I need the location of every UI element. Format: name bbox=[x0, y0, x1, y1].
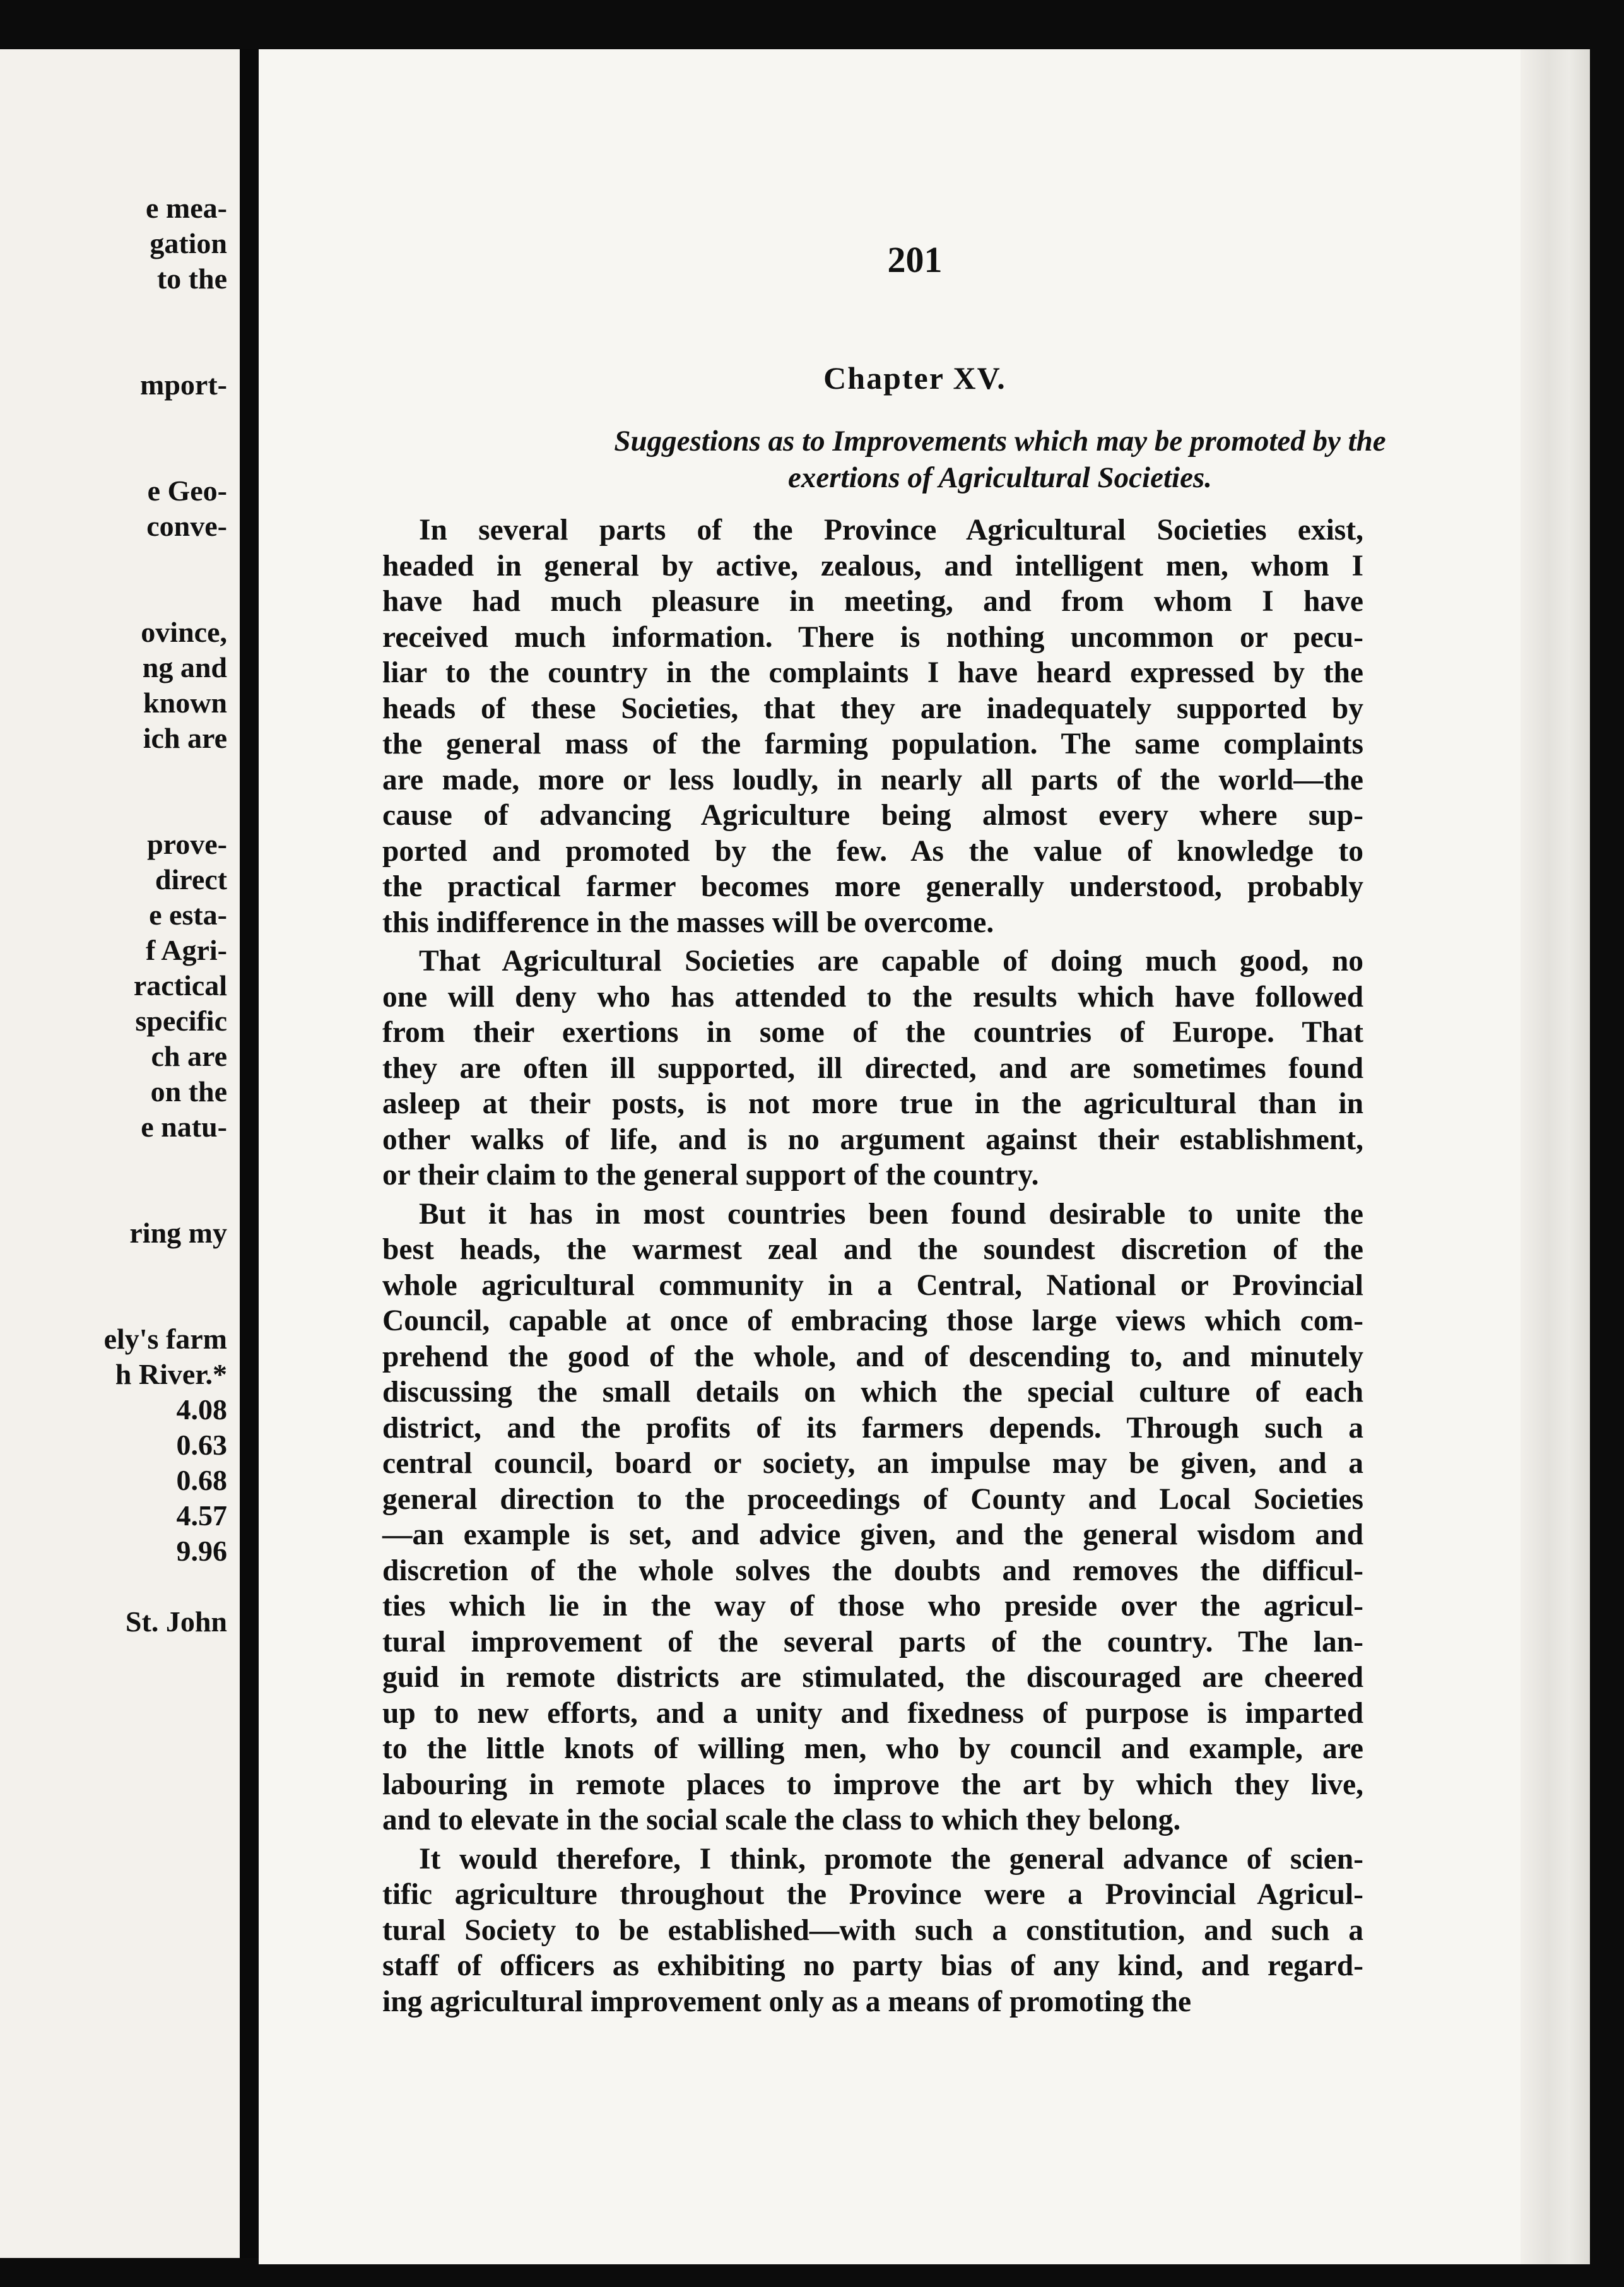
text-line: the practical farmer becomes more generally understood, probably bbox=[382, 870, 1363, 903]
left-page-line bbox=[0, 544, 227, 579]
left-page-line: prove- bbox=[147, 828, 227, 860]
text-line: labouring in remote places to improve the art by which they live, bbox=[382, 1768, 1363, 1801]
text-line: the general mass of the farming population. The same complaints bbox=[382, 728, 1363, 760]
text-line: this indifference in the masses will be overcome. bbox=[382, 906, 994, 939]
left-page-line: ely's farm bbox=[103, 1323, 227, 1355]
text-line: liar to the country in the complaints I have heard expressed by the bbox=[382, 656, 1363, 689]
left-page-line: mport- bbox=[140, 369, 227, 401]
text-line: staff of officers as exhibiting no party bias of any kind, and regard- bbox=[382, 1949, 1363, 1982]
text-line: headed in general by active, zealous, and intelligent men, whom I bbox=[382, 549, 1363, 582]
left-page-line: St. John bbox=[125, 1605, 227, 1638]
left-page-line: on the bbox=[150, 1075, 227, 1108]
page-number: 201 bbox=[887, 239, 943, 280]
left-page-line: f Agri- bbox=[145, 934, 227, 966]
left-page-line bbox=[0, 155, 227, 191]
chapter-heading: Chapter XV. bbox=[823, 360, 1006, 396]
text-line: received much information. There is nothing uncommon or pecu- bbox=[382, 620, 1363, 654]
left-page-line bbox=[0, 1180, 227, 1215]
text-line: tific agriculture throughout the Province were a Provincial Agricul- bbox=[382, 1878, 1363, 1911]
left-page-line bbox=[0, 1286, 227, 1321]
text-line: to the little knots of willing men, who by council and example, are bbox=[382, 1732, 1363, 1765]
left-page-line bbox=[0, 1569, 227, 1604]
text-line: ported and promoted by the few. As the value of knowledge to bbox=[382, 834, 1363, 868]
text-line: whole agricultural community in a Central, National or Provincial bbox=[382, 1268, 1363, 1302]
left-page-line: 0.63 bbox=[176, 1429, 227, 1461]
left-page-line: ring my bbox=[129, 1217, 227, 1249]
paragraph bbox=[382, 1841, 1363, 2020]
text-line: asleep at their posts, is not more true in the agricultural than in bbox=[382, 1087, 1363, 1120]
text-line: Council, capable at once of embracing those large views which com- bbox=[382, 1304, 1363, 1337]
left-page-line: 0.68 bbox=[176, 1464, 227, 1496]
left-page-line: e natu- bbox=[141, 1111, 227, 1143]
left-page-line bbox=[0, 332, 227, 367]
text-line: guid in remote districts are stimulated, the discouraged are cheered bbox=[382, 1661, 1363, 1694]
paragraph bbox=[382, 1197, 1363, 1838]
subtitle-line: exertions of Agricultural Societies. bbox=[788, 461, 1212, 494]
text-line: one will deny who has attended to the results which have followed bbox=[382, 980, 1363, 1013]
text-line: heads of these Societies, that they are inadequately supported by bbox=[382, 692, 1363, 725]
left-page-line: h River.* bbox=[115, 1358, 227, 1390]
text-line: It would therefore, I think, promote the general advance of scien- bbox=[419, 1842, 1363, 1876]
left-page-line: 9.96 bbox=[176, 1535, 227, 1567]
left-page-line: ng and bbox=[142, 651, 227, 683]
book-gutter bbox=[240, 49, 259, 2258]
text-line: other walks of life, and is no argument against their establishment, bbox=[382, 1123, 1363, 1156]
text-line: In several parts of the Province Agricultural Societies exist, bbox=[419, 514, 1363, 547]
left-page-line bbox=[0, 1145, 227, 1180]
left-page-line: ractical bbox=[133, 969, 227, 1002]
left-page-text bbox=[0, 49, 227, 1640]
left-page-line: specific bbox=[135, 1005, 227, 1037]
left-page-line: e Geo- bbox=[147, 475, 227, 507]
text-line: central council, board or society, an impulse may be given, and a bbox=[382, 1447, 1363, 1480]
left-page-line: known bbox=[143, 687, 227, 719]
text-line: ing agricultural improvement only as a means of promoting the bbox=[382, 1985, 1192, 2018]
page-edge bbox=[1521, 49, 1590, 2264]
left-page-line: conve- bbox=[146, 510, 227, 542]
text-line: or their claim to the general support of the country. bbox=[382, 1159, 1039, 1191]
left-page-line bbox=[0, 85, 227, 120]
text-line: up to new efforts, and a unity and fixedness of purpose is imparted bbox=[382, 1696, 1363, 1730]
left-page-line: 4.08 bbox=[176, 1393, 227, 1426]
left-page-line: ovince, bbox=[141, 616, 227, 648]
subtitle-line: Suggestions as to Improvements which may be promoted by the bbox=[614, 425, 1386, 458]
left-page-line bbox=[0, 756, 227, 791]
text-line: from their exertions in some of the countries of Europe. That bbox=[382, 1016, 1363, 1049]
left-page-line bbox=[0, 49, 227, 85]
left-page-line bbox=[0, 1251, 227, 1286]
left-page-line bbox=[0, 403, 227, 438]
left-page-line: ich are bbox=[143, 722, 227, 754]
left-page-line: 4.57 bbox=[176, 1499, 227, 1532]
left-page-line bbox=[0, 791, 227, 827]
text-line: discretion of the whole solves the doubts and removes the difficul- bbox=[382, 1554, 1363, 1587]
text-line: cause of advancing Agriculture being almost every where sup- bbox=[382, 799, 1363, 832]
left-page-line: to the bbox=[156, 263, 227, 295]
text-line: they are often ill supported, ill directed, and are sometimes found bbox=[382, 1051, 1363, 1085]
body-text bbox=[382, 512, 1363, 2019]
text-line: are made, more or less loudly, in nearly all parts of the world—the bbox=[382, 763, 1363, 796]
text-line: general direction to the proceedings of County and Local Societies bbox=[382, 1482, 1363, 1516]
text-line: ties which lie in the way of those who preside over the agricul- bbox=[382, 1590, 1363, 1622]
text-line: But it has in most countries been found desirable to unite the bbox=[419, 1197, 1363, 1231]
text-line: tural Society to be established—with such a constitution, and such a bbox=[382, 1913, 1363, 1947]
left-page-line: ch are bbox=[151, 1040, 227, 1072]
left-page-line bbox=[0, 120, 227, 155]
text-line: district, and the profits of its farmers depends. Through such a bbox=[382, 1411, 1363, 1445]
text-line: tural improvement of the several parts of the country. The lan- bbox=[382, 1625, 1363, 1658]
text-line: and to elevate in the social scale the class to which they belong. bbox=[382, 1804, 1181, 1836]
text-line: best heads, the warmest zeal and the soundest discretion of the bbox=[382, 1233, 1363, 1266]
text-line: That Agricultural Societies are capable of doing much good, no bbox=[419, 945, 1363, 978]
right-page bbox=[259, 49, 1590, 2264]
text-line: discussing the small details on which the special culture of each bbox=[382, 1376, 1363, 1409]
text-line: prehend the good of the whole, and of descending to, and minutely bbox=[382, 1340, 1363, 1373]
text-line: have had much pleasure in meeting, and from whom I have bbox=[382, 585, 1363, 618]
text-line: —an example is set, and advice given, and the general wisdom and bbox=[382, 1518, 1363, 1551]
chapter-subtitle bbox=[372, 423, 1590, 496]
left-page-line: gation bbox=[150, 227, 227, 259]
paragraph bbox=[382, 943, 1363, 1193]
left-page bbox=[0, 49, 240, 2258]
left-page-line: e esta- bbox=[149, 899, 227, 931]
left-page-line bbox=[0, 579, 227, 615]
paragraph bbox=[382, 512, 1363, 940]
left-page-line bbox=[0, 297, 227, 332]
left-page-line: e mea- bbox=[146, 192, 227, 224]
left-page-line: direct bbox=[155, 863, 227, 895]
left-page-line bbox=[0, 438, 227, 473]
